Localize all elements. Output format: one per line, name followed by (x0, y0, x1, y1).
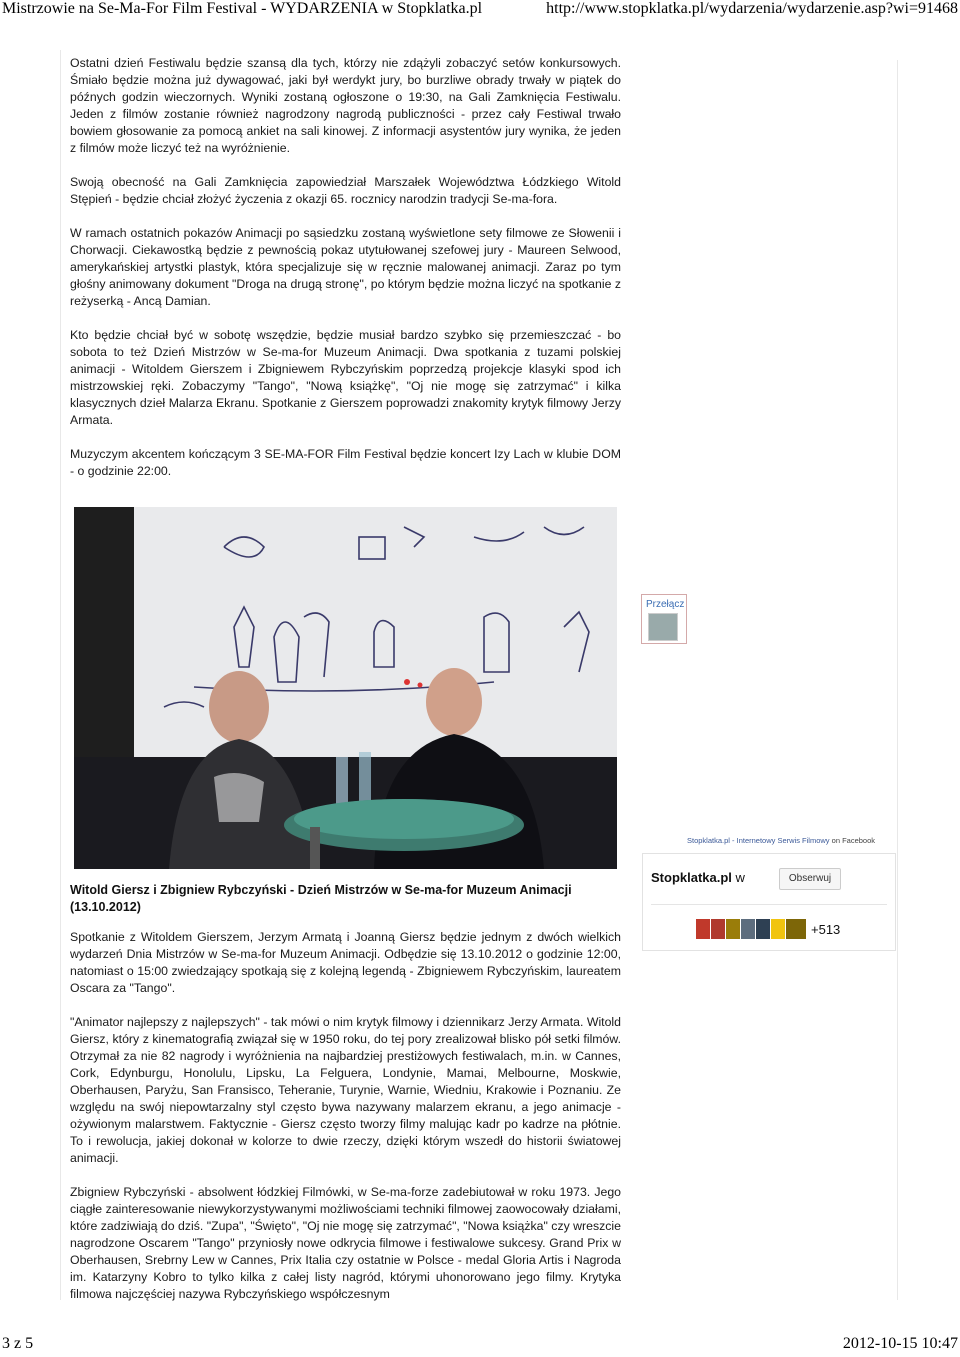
page-title: Mistrzowie na Se-Ma-For Film Festival - WYDARZENIA w Stopklatka.pl (2, 0, 483, 17)
article-paragraph-8: Zbigniew Rybczyński - absolwent łódzkiej Filmówki, w Se-ma-forze zadebiutował w roku 1973. Jego ciągłe zainteresowanie niewykorzystywanymi możliwościami techniki filmowej zaowocowały działami, które zadziwiają do dziś. "Zupa", "Święto", "Oj nie mogę się zatrzymać", "Nowa książka" czy wreszcie nagrodzone Oscarem "Tango" przyniosły nowe odkrycia filmowe i festiwalowe sukcesy. Grand Prix w Oberhausen, Srebrny Lew w Cannes, Prix Italia czy ostatnie w Polsce - medal Gloria Artis i Nagroda im. Katarzyny Kobro to tylko kilka z całej listy nagród, którymi uhonorowano jego filmy. Krytyka filmowa najczęściej nazywa Rybczyńskiego współczesnym (70, 1185, 621, 1301)
print-header (0, 0, 960, 22)
print-datetime: 2012-10-15 10:47 (842, 1335, 958, 1352)
print-footer (0, 1335, 960, 1357)
article-photo (74, 507, 617, 869)
article-paragraph-5: Muzyczym akcentem kończącym 3 SE-MA-FOR Film Festival będzie koncert Izy Lach w klubie DOM - o godzinie 22:00. (70, 447, 621, 478)
photo-caption: Witold Giersz i Zbigniew Rybczyński - Dzień Mistrzów w Se-ma-for Muzeum Animacji (13.10.2012) (70, 883, 572, 914)
facebook-page-link[interactable]: Stopklatka.pl - Internetowy Serwis Filmowy (687, 836, 830, 845)
facebook-box-divider (651, 904, 887, 905)
frame-border-left (60, 50, 61, 1300)
article-paragraph-3: W ramach ostatnich pokazów Animacji po sąsiedzku zostaną wyświetlone sety filmowe ze Słowenii i Chorwacji. Ciekawostką będzie z pewnością pokaz utytułowanej szefowej jury - Maureen Selwood, amerykańskiej artystki plastyk, która specjalizuje się w ręcznie malowanej animacji. Zaraz po tym głośny animowany dokument "Droga na drugą stronę", po którym będzie można liczyć na spotkanie z reżyserką - Ancą Damian. (70, 226, 621, 308)
page-number: 3 z 5 (2, 1335, 34, 1352)
switch-widget[interactable] (641, 594, 687, 644)
fan-count: +513 (811, 922, 841, 937)
article-paragraph-1: Ostatni dzień Festiwalu będzie szansą dla tych, którzy nie zdążyli zobaczyć setów konkursowych. Śmiało będzie można już dywagować, jaki był werdykt jury, bo burzliwe obrady trwały w piątek do późnych godzin wieczornych. Wyniki zostaną ogłoszone o 19:30, na Gali Zamknięcia Festiwalu. Jeden z filmów zostanie również nagrodzony nagrodą publiczności - przez cały Festiwal trwało bowiem głosowanie za pomocą ankiet na sali kinowej. Z informacji asystentów jury wynika, że jeden z filmów może liczyć też na wyróżnienie. (70, 56, 621, 155)
article-body (70, 55, 621, 497)
frame-border-right (897, 60, 898, 1300)
switch-thumbnail (648, 613, 678, 641)
switch-label[interactable]: Przełącz (646, 599, 685, 610)
article-paragraph-6: Spotkanie z Witoldem Gierszem, Jerzym Armatą i Joanną Giersz będzie jednym z dwóch wielkich wydarzeń Dnia Mistrzów w Se-ma-for Muzeum Animacji. Odbędzie się 13.10.2012 o godzinie 12:00, natomiast o 15:00 zwiedzający spotkają się z kolejną legendą - Zbigniewem Rybczyńskim, laureatem Oscara za "Tango". (70, 930, 621, 995)
facebook-box-title (651, 870, 745, 885)
fan-avatar[interactable] (785, 918, 807, 940)
article-paragraph-2: Swoją obecność na Gali Zamknięcia zapowiedział Marszałek Województwa Łódzkiego Witold Stępień - będzie chciał złożyć życzenia z okazji 65. rocznicy narodzin tradycji Se-ma-fora. (70, 175, 621, 206)
facebook-box-title-suffix: w (731, 870, 745, 885)
facebook-box-page-name[interactable]: Stopklatka.pl (651, 870, 732, 885)
page-url[interactable]: http://www.stopklatka.pl/wydarzenia/wydarzenie.asp?wi=91468 (546, 0, 958, 17)
follow-button[interactable]: Obserwuj (779, 868, 841, 890)
article-paragraph-7: "Animator najlepszy z najlepszych" - tak mówi o nim krytyk filmowy i dziennikarz Jerzy Armata. Witold Giersz, który z kinematografią związał się w 1950 roku, do tej pory zrealizował blisko pół setki filmów. Otrzymał za nie 82 nagrody i wyróżnienia na najbardziej prestiżowych festiwalach, m.in. w Cannes, Cork, Edynburgu, Honolulu, Lipsku, La Felguera, Londynie, Mamai, Melbourne, Moskwie, Oberhausen, Paryżu, San Fransisco, Teheranie, Turynie, Warnie, Wiedniu, Krakowie i Poznaniu. Ze względu na swój niepowtarzalny styl często bywa nazywany malarzem ekranu, a jego animacje - ożywionym malarstwem. Faktycznie - Giersz często tworzy filmy malując kadr po kadrze na płótnie. To i rewolucja, jakiej dokonał w kolorze to dwie rzeczy, dzięki którym wszedł do historii światowej animacji. (70, 1015, 621, 1165)
facebook-like-box (642, 853, 896, 951)
article-paragraph-4: Kto będzie chciał być w sobotę wszędzie, będzie musiał bardzo szybko się przemieszczać - bo sobota to też Dzień Mistrzów w Se-ma-for Muzeum Animacji. Dwa spotkania z tuzami polskiej animacji - Witoldem Gierszem i Zbigniewem Rybczyńskim poprzedzą projekcje klasyki spod ich mistrzowskiej ręki. Zobaczymy "Tango", "Nową książkę", "Oj nie mogę się zatrzymać" i kilka klasycznych dzieł Malarza Ekranu. Spotkanie z Gierszem poprowadzi znakomity krytyk filmowy Jerzy Armata. (70, 328, 621, 427)
article-body-continued (70, 929, 621, 1320)
facebook-note-suffix: on Facebook (829, 836, 876, 845)
photo-illustration (74, 507, 617, 869)
facebook-note (687, 836, 875, 845)
